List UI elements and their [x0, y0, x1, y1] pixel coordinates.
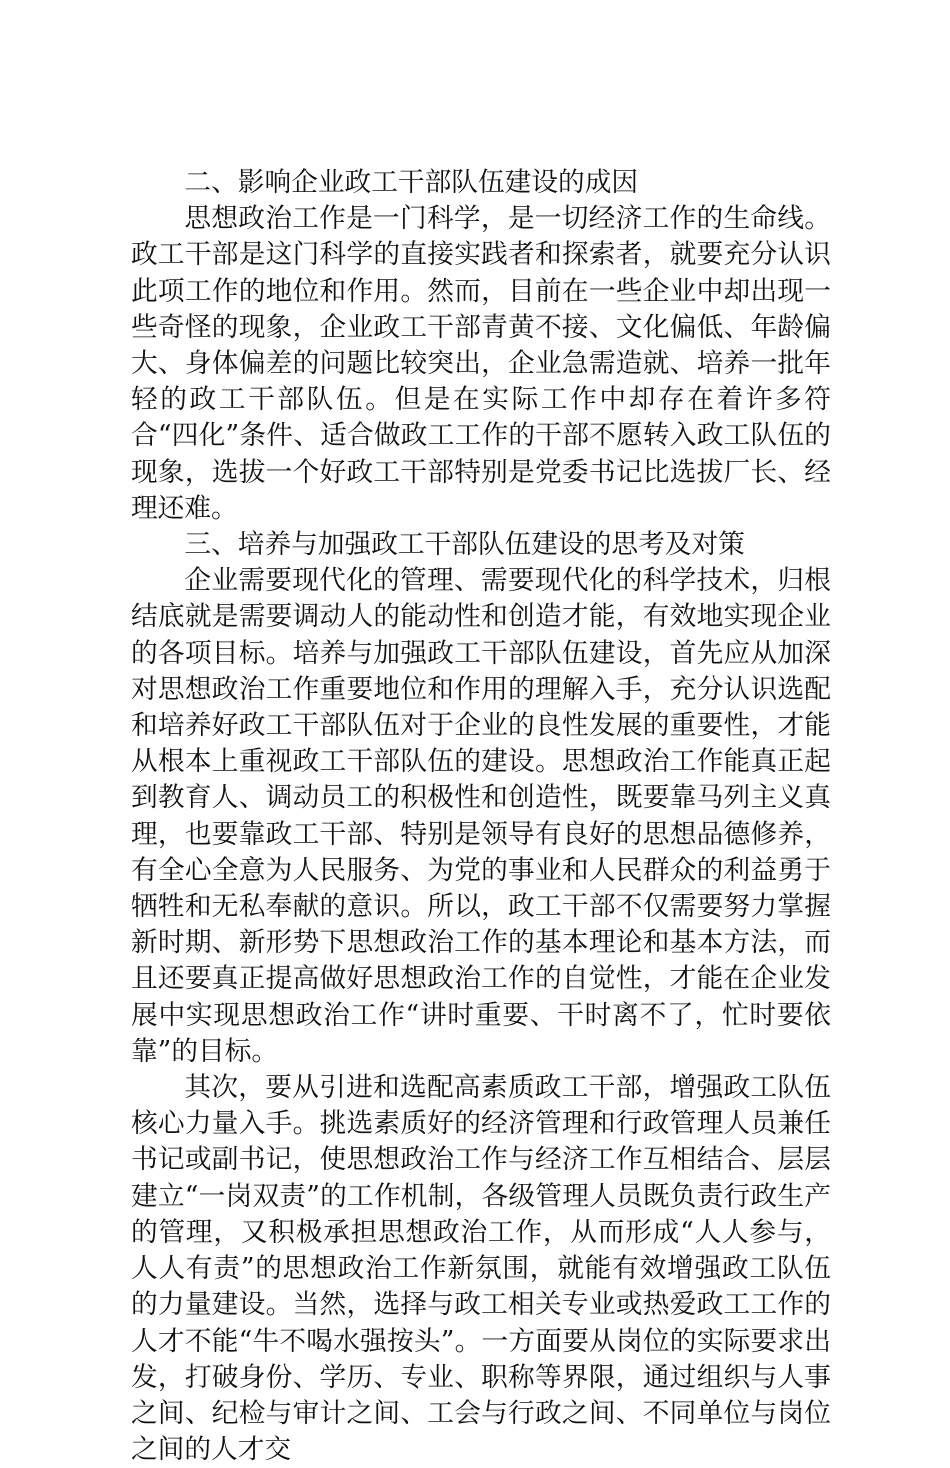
paragraph: 企业需要现代化的管理、需要现代化的科学技术，归根结底就是需要调动人的能动性和创造才能，有效地实现企业的各项目标。培养与加强政工干部队伍建设，首先应从加深对思想政治工作重要地位和作用的理解入手，充分认识选配和培养好政工干部队伍对于企业的良性发展的重要性，才能从根本上重视政工干部队伍的建设。思想政治工作能真正起到教育人、调动员工的积极性和创造性，既要靠马列主义真理，也要靠政工干部、特别是领导有良好的思想品德修养，有全心全意为人民服务、为党的事业和人民群众的利益勇于牺牲和无私奉献的意识。所以，政工干部不仅需要努力掌握新时期、新形势下思想政治工作的基本理论和基本方法，而且还要真正提高做好思想政治工作的自觉性，才能在企业发展中实现思想政治工作“讲时重要、干时离不了，忙时要依靠”的目标。	[131, 565, 831, 1067]
paragraph: 思想政治工作是一门科学，是一切经济工作的生命线。政工干部是这门科学的直接实践者和探索者，就要充分认识此项工作的地位和作用。然而，目前在一些企业中却出现一些奇怪的现象，企业政工干部青黄不接、文化偏低、年龄偏大、身体偏差的问题比较突出，企业急需造就、培养一批年轻的政工干部队伍。但是在实际工作中却存在着许多符合“四化”条件、适合做政工工作的干部不愿转入政工队伍的现象，选拔一个好政工干部特别是党委书记比选拔厂长、经理还难。	[131, 203, 831, 524]
section-heading-3: 三、培养与加强政工干部队伍建设的思考及对策	[184, 529, 745, 561]
paragraph: 其次，要从引进和选配高素质政工干部，增强政工队伍核心力量入手。挑选素质好的经济管理和行政管理人员兼任书记或副书记，使思想政治工作与经济工作互相结合、层层建立“一岗双责”的工作机制，各级管理人员既负责行政生产的管理，又积极承担思想政治工作，从而形成“人人参与，人人有责”的思想政治工作新氛围，就能有效增强政工队伍的力量建设。当然，选择与政工相关专业或热爱政工工作的人才不能“牛不喝水强按头”。一方面要从岗位的实际要求出发，打破身份、学历、专业、职称等界限，通过组织与人事之间、纪检与审计之间、工会与行政之间、不同单位与岗位之间的人才交	[131, 1072, 831, 1466]
section-heading-2: 二、影响企业政工干部队伍建设的成因	[184, 167, 639, 198]
document-body	[131, 165, 831, 1468]
